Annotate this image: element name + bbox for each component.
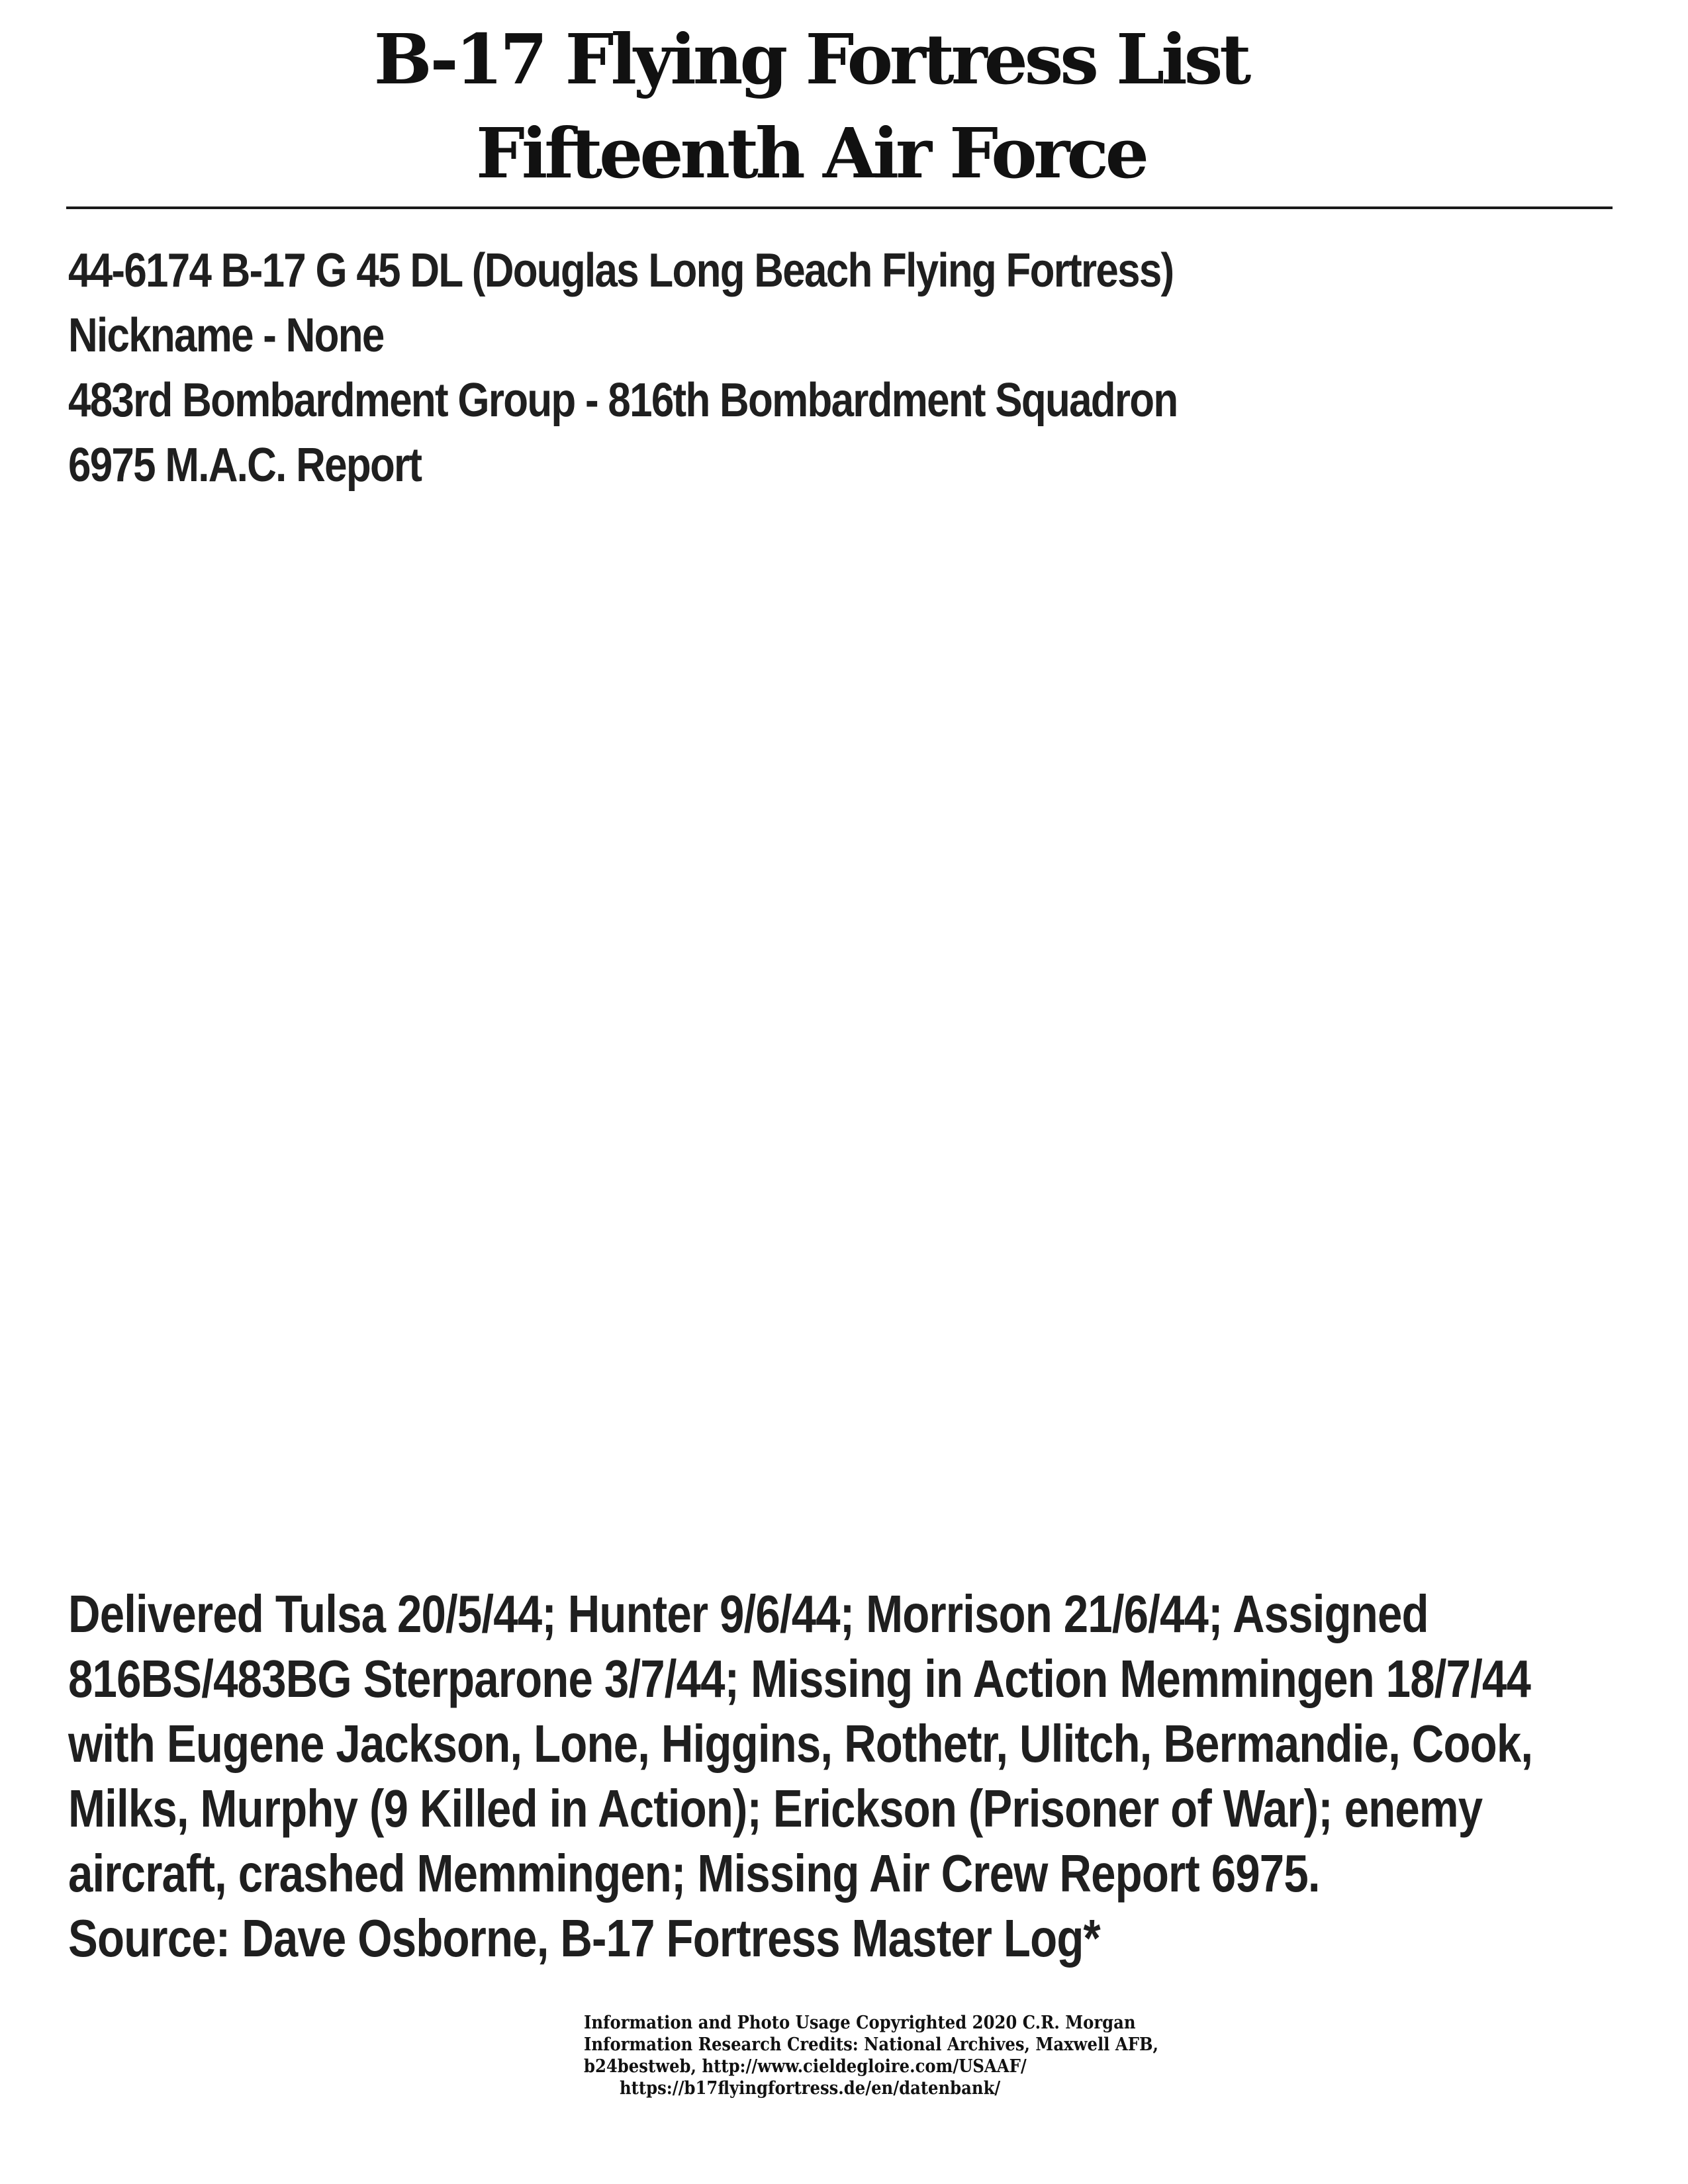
aircraft-history [68, 1582, 1609, 1971]
title-divider [66, 206, 1613, 209]
history-line: aircraft, crashed Memmingen; Missing Air Crew Report 6975. [68, 1844, 1320, 1903]
aircraft-report: 6975 M.A.C. Report [68, 439, 422, 492]
history-line: Delivered Tulsa 20/5/44; Hunter 9/6/44; Morrison 21/6/44; Assigned [68, 1584, 1429, 1643]
aircraft-serial-model: 44-6174 B-17 G 45 DL (Douglas Long Beach Flying Fortress) [68, 244, 1174, 297]
credit-line: Information and Photo Usage Copyrighted 2020 C.R. Morgan [584, 2013, 1136, 2033]
credit-line: Information Research Credits: National Archives, Maxwell AFB, [584, 2034, 1158, 2055]
aircraft-nickname: Nickname - None [68, 309, 384, 362]
credit-line: https://b17flyingfortress.de/en/datenbank/ [620, 2078, 1001, 2099]
page-subtitle: Fifteenth Air Force [476, 113, 1146, 194]
aircraft-unit: 483rd Bombardment Group - 816th Bombardment Squadron [68, 374, 1178, 427]
history-line: with Eugene Jackson, Lone, Higgins, Rothetr, Ulitch, Bermandie, Cook, [68, 1714, 1533, 1773]
aircraft-info [68, 238, 1395, 498]
credits-footer [584, 2012, 1158, 2099]
page-title: B-17 Flying Fortress List [373, 19, 1248, 100]
history-line: Milks, Murphy (9 Killed in Action); Erickson (Prisoner of War); enemy [68, 1779, 1483, 1838]
history-line: 816BS/483BG Sterparone 3/7/44; Missing in Action Memmingen 18/7/44 [68, 1649, 1530, 1708]
credit-line: b24bestweb, http://www.cieldegloire.com/USAAF/ [584, 2056, 1027, 2077]
history-source: Source: Dave Osborne, B-17 Fortress Master Log* [68, 1909, 1100, 1968]
